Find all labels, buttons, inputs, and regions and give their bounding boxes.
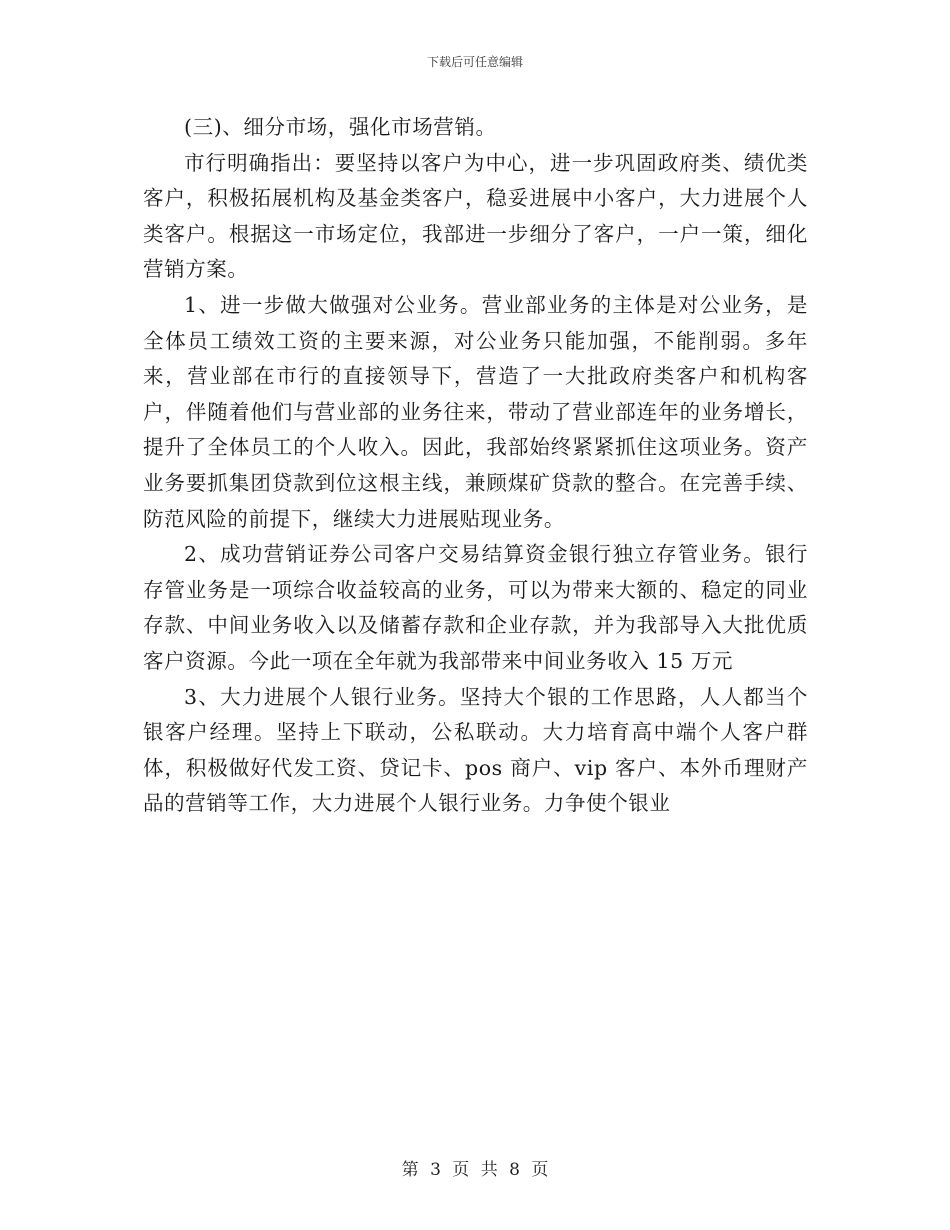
document-body <box>143 110 808 822</box>
paragraph-corporate-business: 1、进一步做大做强对公业务。营业部业务的主体是对公业务，是全体员工绩效工资的主要来源，对公业务只能加强，不能削弱。多年来，营业部在市行的直接领导下，营造了一大批政府类客户和机构客户，伴随着他们与营业部的业务往来，带动了营业部连年的业务增长，提升了全体员工的个人收入。因此，我部始终紧紧抓住这项业务。资产业务要抓集团贷款到位这根主线，兼顾煤矿贷款的整合。在完善手续、防范风险的前提下，继续大力进展贴现业务。 <box>143 292 808 531</box>
paragraph-securities-custody: 2、成功营销证券公司客户交易结算资金银行独立存管业务。银行存管业务是一项综合收益较高的业务，可以为带来大额的、稳定的同业存款、中间业务收入以及储蓄存款和企业存款，并为我部导入大批优质客户资源。今此一项在全年就为我部带来中间业务收入 15 万元 <box>143 542 808 673</box>
section-heading: (三)、细分市场，强化市场营销。 <box>184 115 497 139</box>
paragraph-personal-banking: 3、大力进展个人银行业务。坚持大个银的工作思路，人人都当个银客户经理。坚持上下联动，公私联动。大力培育高中端个人客户群体，积极做好代发工资、贷记卡、pos 商户、vip 客户、本外币理财产品的营销等工作，大力进展个人银行业务。力争使个银业 <box>143 684 808 816</box>
paragraph-market-positioning: 市行明确指出：要坚持以客户为中心，进一步巩固政府类、绩优类客户，积极拓展机构及基金类客户，稳妥进展中小客户，大力进展个人类客户。根据这一市场定位，我部进一步细分了客户，一户一策，细化营销方案。 <box>143 150 808 282</box>
page-number: 第 3 页 共 8 页 <box>401 1160 549 1180</box>
page-header-note: 下载后可任意编辑 <box>426 55 523 69</box>
